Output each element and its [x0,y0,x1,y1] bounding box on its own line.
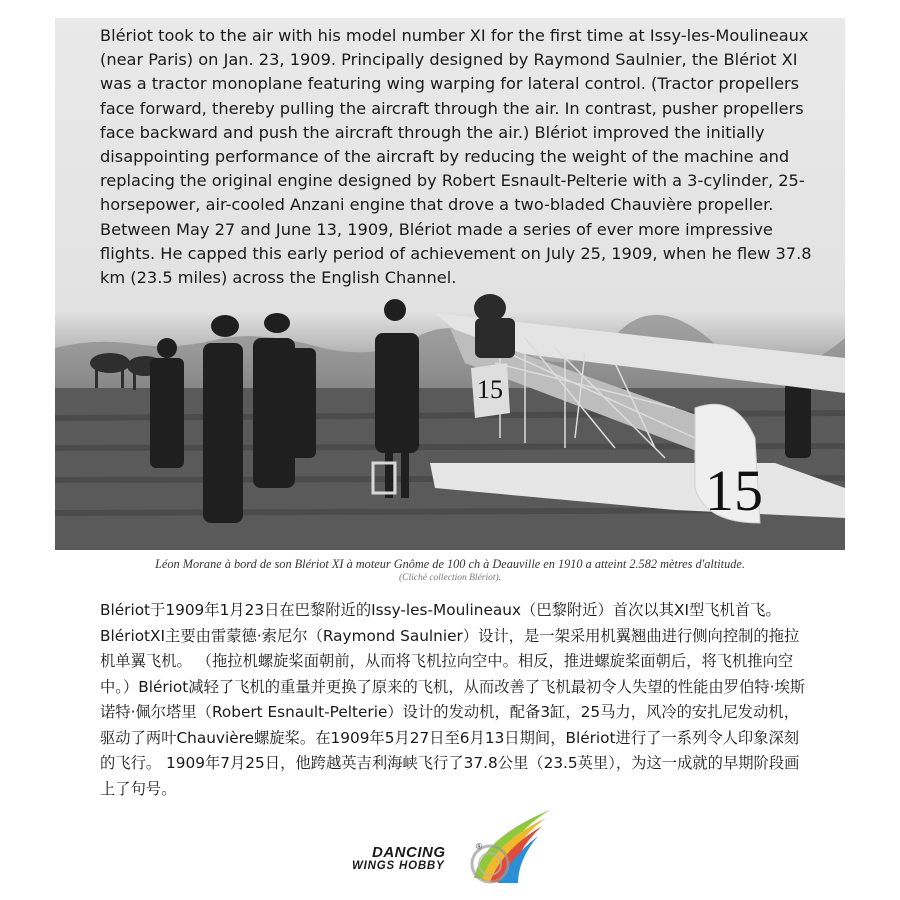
brand-name-line1: DANCING [372,844,446,861]
brand-logo [352,808,572,888]
photo-caption [55,556,845,585]
aircraft-number-rudder: 15 [705,458,763,523]
chinese-description: Blériot于1909年1月23日在巴黎附近的Issy-les-Moulineaux（巴黎附近）首次以其XI型飞机首飞。BlériotXI主要由雷蒙德·索尼尔（Raymond Saulnier）设计，是一架采用机翼翘曲进行侧向控制的拖拉机单翼飞机。 （拖拉机螺旋桨面朝前，从而将飞机拉向空中。相反，推进螺旋桨面朝后，将飞机推向空中。）Blériot减轻了飞机的重量并更换了原来的飞机，从而改善了飞机最初令人失望的性能由罗伯特·埃斯诺特·佩尔塔里（Robert Esnault-Pelterie）设计的发动机，配备3缸，25马力，风冷的安扎尼发动机，驱动了两叶Chauvière螺旋桨。在1909年5月27日至6月13日期间，Blériot进行了一系列令人印象深刻的飞行。 1909年7月25日，他跨越英吉利海峡飞行了37.8公里（23.5英里），为这一成就的早期阶段画上了句号。 [100,601,806,798]
caption-credit: (Cliché collection Blériot). [398,573,502,583]
aircraft-number-front: 15 [477,375,503,404]
registered-mark: ® [476,842,482,851]
english-description: Blériot took to the air with his model number XI for the first time at Issy-les-Moulineaux (near Paris) on Jan. 23, 1909. Principally designed by Raymond Saulnier, the Blériot XI was a tractor monoplane featuring wing warping for lateral control. (Tractor propellers face forward, thereby pulling the aircraft through the air. In contrast, pusher propellers face backward and push the aircraft through the air.) Blériot improved the initially disappointing performance of the aircraft by reducing the weight of the machine and replacing the original engine designed by Robert Esnault-Pelterie with a 3-cylinder, 25-horsepower, air-cooled Anzani engine that drove a two-bladed Chauvière propeller. Between May 27 and June 13, 1909, Blériot made a series of ever more impressive flights. He capped this early period of achievement on July 25, 1909, when he flew 37.8 km (23.5 miles) across the English Channel. [100,26,812,288]
caption-main: Léon Morane à bord de son Blériot XI à moteur Gnôme de 100 ch à Deauville en 1910 a atteint 2.582 mètres d'altitude. [155,557,745,571]
brand-name-line2: WINGS HOBBY [352,860,445,872]
